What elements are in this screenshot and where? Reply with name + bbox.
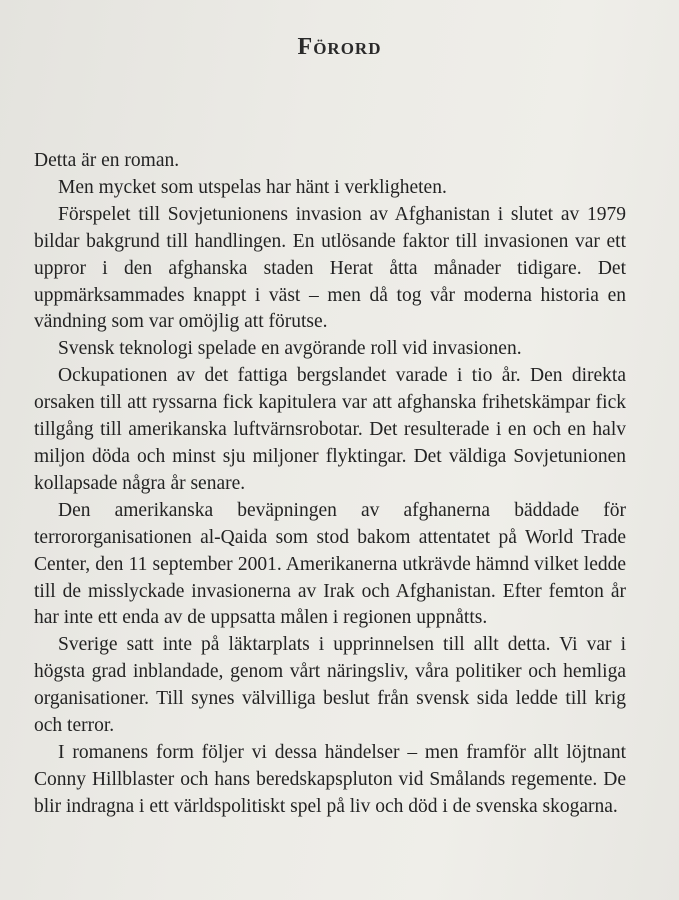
body-text <box>34 148 626 821</box>
paragraph: Men mycket som utspelas har hänt i verkligheten. <box>58 176 447 198</box>
paragraph: Detta är en roman. <box>34 150 180 171</box>
paragraph: Svensk teknologi spelade en avgörande roll vid invasionen. <box>58 338 522 360</box>
paragraph: I romanens form följer vi dessa händelser – men framför allt löjtnant Conny Hillblaster och hans beredskapspluton vid Smålands regemente. De blir indragna i ett världspolitiskt spel på liv och död i de svenska skogarna. <box>34 741 626 817</box>
paragraph: Den amerikanska beväpningen av afghanerna bäddade för terrororganisationen al-Qaida som stod bakom attentatet på World Trade Center, den 11 september 2001. Amerikanerna utkrävde hämnd vilket ledde till de misslyckade invasionerna av Irak och Afghanistan. Efter femton år har inte ett enda av de uppsatta målen i regionen uppnåtts. <box>34 499 626 629</box>
paragraph: Förspelet till Sovjetunionens invasion av Afghanistan i slutet av 1979 bildar bakgrund till handlingen. En utlösande faktor till invasionen var ett uppror i den afghanska staden Herat åtta månader tidigare. Det uppmärksammades knappt i väst – men då tog vår moderna historia en vändning som var omöjlig att förutse. <box>34 203 626 333</box>
chapter-title: Förord <box>297 34 382 61</box>
paragraph: Sverige satt inte på läktarplats i upprinnelsen till allt detta. Vi var i högsta grad inblandade, genom vårt näringsliv, våra politiker och hemliga organisationer. Till synes välvilliga beslut från svensk sida ledde till krig och terror. <box>34 634 626 737</box>
paragraph: Ockupationen av det fattiga bergslandet varade i tio år. Den direkta orsaken till att ryssarna fick kapitulera var att afghanska frihetskämpar fick tillgång till amerikanska luftvärnsrobotar. Det resulterade i en och en halv miljon döda och minst sju miljoner flyktingar. Det väldiga Sovjetunionen kollapsade några år senare. <box>34 365 626 494</box>
